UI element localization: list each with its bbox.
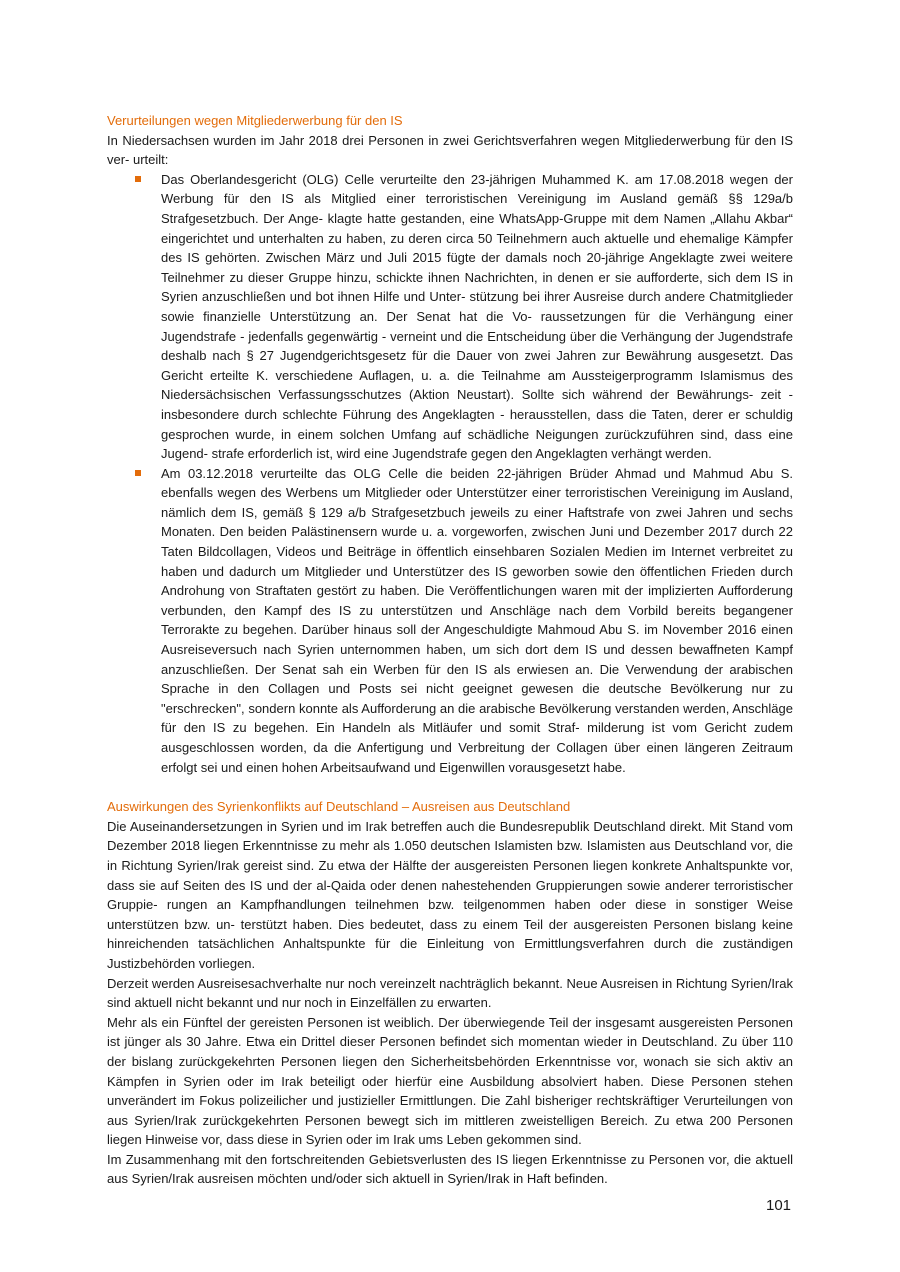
square-bullet-icon — [135, 176, 141, 182]
square-bullet-icon — [135, 470, 141, 476]
section-heading-mitgliederwerbung: Verurteilungen wegen Mitgliederwerbung für den IS — [107, 113, 403, 128]
verdict-list — [107, 170, 793, 777]
body-paragraph: Im Zusammenhang mit den fortschreitenden Gebietsverlusten des IS liegen Erkenntnisse zu Personen vor, die aktuell aus Syrien/Irak ausreisen möchten und/oder sich aktuell in Syrien/Irak in Haft befinden. — [107, 1151, 793, 1187]
list-item-text: Das Oberlandesgericht (OLG) Celle verurteilte den 23-jährigen Muhammed K. am 17.08.2018 wegen der Werbung für den IS als Mitglied einer terroristischen Vereinigung im Ausland gemäß §§ 129a/b Strafgesetzbuch. Der Ange- klagte hatte gestanden, eine WhatsApp-Gruppe mit dem Namen „Allahu Akbar“ eingerichtet und unterhalten zu haben, zu deren circa 50 Teilnehmern auch aktuelle und ehemalige Kämpfer des IS gehörten. Zwischen März und Juli 2015 fügte der damals noch 20-jährige Angeklagte zwei weitere Teilnehmer zu dieser Gruppe hinzu, schickte ihnen Nachrichten, in denen er sie aufforderte, sich dem IS in Syrien anzuschließen und bot ihnen Hilfe und Unter- stützung bei ihrer Ausreise durch andere Chatmitglieder sowie finanzielle Unterstützung an. Der Senat hat die Vo- raussetzungen für die Verhängung einer Jugendstrafe - jedenfalls gegenwärtig - verneint und die Entscheidung über die Verhängung der Jugendstrafe deshalb nach § 27 Jugendgerichtsgesetz für die Dauer von zwei Jahren zur Bewährung ausgesetzt. Das Gericht erteilte K. verschiedene Auflagen, u. a. die Teilnahme am Aussteigerprogramm Islamismus des Niedersächsischen Verfassungsschutzes (Aktion Neustart). Sollte sich während der Bewährungs- zeit - insbesondere durch schlechte Führung des Angeklagten - herausstellen, dass die Taten, derer er schuldig gesprochen wurde, in einem solchen Umfang auf schädliche Neigungen zurückzuführen sind, dass eine Jugend- strafe erforderlich ist, wird eine Jugendstrafe gegen den Angeklagten verhängt werden. — [161, 171, 793, 462]
page-number: 101 — [766, 1197, 792, 1214]
list-item-text: Am 03.12.2018 verurteilte das OLG Celle die beiden 22-jährigen Brüder Ahmad und Mahmud Abu S. ebenfalls wegen des Werbens um Mitglieder oder Unterstützer einer terroristischen Vereinigung im Ausland, nämlich dem IS, gemäß § 129 a/b Strafgesetzbuch jeweils zu einer Haftstrafe von zwei Jahren und sechs Monaten. Den beiden Palästinensern wurde u. a. vorgeworfen, zwischen Juni und Dezember 2017 durch 22 Taten Bildcollagen, Videos und Beiträge in öffentlich einsehbaren Sozialen Medien im Internet verbreitet zu haben und dadurch um Mitglieder und Unterstützer des IS geworben sowie den öffentlichen Frieden durch Androhung von Straftaten gestört zu haben. Die Veröffentlichungen waren mit der implizierten Aufforderung verbunden, den Kampf des IS zu unterstützen und Anschläge nach dem Vorbild bereits begangener Terrorakte zu begehen. Darüber hinaus soll der Angeschuldigte Mahmoud Abu S. im November 2016 einen Ausreiseversuch nach Syrien unternommen haben, um sich dort dem IS und dessen bewaffneten Kampf anzuschließen. Der Senat sah ein Werben für den IS als erwiesen an. Die Verwendung der arabischen Sprache in den Collagen und Posts sei nicht geeignet gewesen die deutsche Bevölkerung nur zu "erschrecken", sondern konnte als Aufforderung an die arabische Bevölkerung verstanden werden, Anschläge für den IS zu begehen. Ein Handeln als Mitläufer und somit Straf- milderung ist vom Gericht zudem ausgeschlossen worden, da die Anfertigung und Verbreitung der Collagen über einen längeren Zeitraum erfolgt sei und einen hohen Arbeitsaufwand und Eigenwillen vorausgesetzt habe. — [161, 465, 793, 775]
body-paragraph: Die Auseinandersetzungen in Syrien und im Irak betreffen auch die Bundesrepublik Deutschland direkt. Mit Stand vom Dezember 2018 liegen Erkenntnisse zu mehr als 1.050 deutschen Islamisten bzw. Islamisten aus Deutschland vor, die in Richtung Syrien/Irak gereist sind. Zu etwa der Hälfte der ausgereisten Personen liegen konkrete Anhaltspunkte vor, dass sie auf Seiten des IS und der al-Qaida oder denen nahestehenden Gruppierungen sowie anderer terroristischer Gruppie- rungen an Kampfhandlungen teilnehmen bzw. teilgenommen haben oder diese in sonstiger Weise unterstützen bzw. un- terstützt haben. Dies bedeutet, dass zu einem Teil der ausgereisten Personen bislang keine hinreichenden tatsächlichen Anhaltspunkte für die Einleitung von Ermittlungsverfahren durch die zuständigen Justizbehörden vorliegen. — [107, 818, 793, 971]
page-content — [107, 111, 793, 1189]
section-spacer — [107, 777, 793, 797]
body-paragraph: Derzeit werden Ausreisesachverhalte nur noch vereinzelt nachträglich bekannt. Neue Ausreisen in Richtung Syrien/Irak sind aktuell nicht bekannt und nur noch in Einzelfällen zu erwarten. — [107, 975, 793, 1011]
section-intro-paragraph: In Niedersachsen wurden im Jahr 2018 drei Personen in zwei Gerichtsverfahren wegen Mitgliederwerbung für den IS ver- urteilt: — [107, 132, 793, 168]
body-paragraph: Mehr als ein Fünftel der gereisten Personen ist weiblich. Der überwiegende Teil der insgesamt ausgereisten Personen ist jünger als 30 Jahre. Etwa ein Drittel dieser Personen befindet sich momentan wieder in Deutschland. Zu über 110 der bislang zurückgekehrten Personen liegen den Sicherheitsbehörden Erkenntnisse vor, wonach sie sich aktiv an Kämpfen in Syrien oder im Irak beteiligt oder hierfür eine Ausbildung absolviert haben. Diese Personen stehen unverändert im Fokus polizeilicher und justizieller Ermittlungen. Die Zahl bisheriger rechtskräftiger Verurteilungen von aus Syrien/Irak zurückgekehrten Personen bewegt sich im mittleren zweistelligen Bereich. Zu etwa 200 Personen liegen Hinweise vor, dass diese in Syrien oder im Irak ums Leben gekommen sind. — [107, 1014, 793, 1148]
section-heading-syrienkonflikt: Auswirkungen des Syrienkonflikts auf Deutschland – Ausreisen aus Deutschland — [107, 799, 571, 815]
list-item — [107, 464, 793, 778]
list-item — [107, 170, 793, 464]
